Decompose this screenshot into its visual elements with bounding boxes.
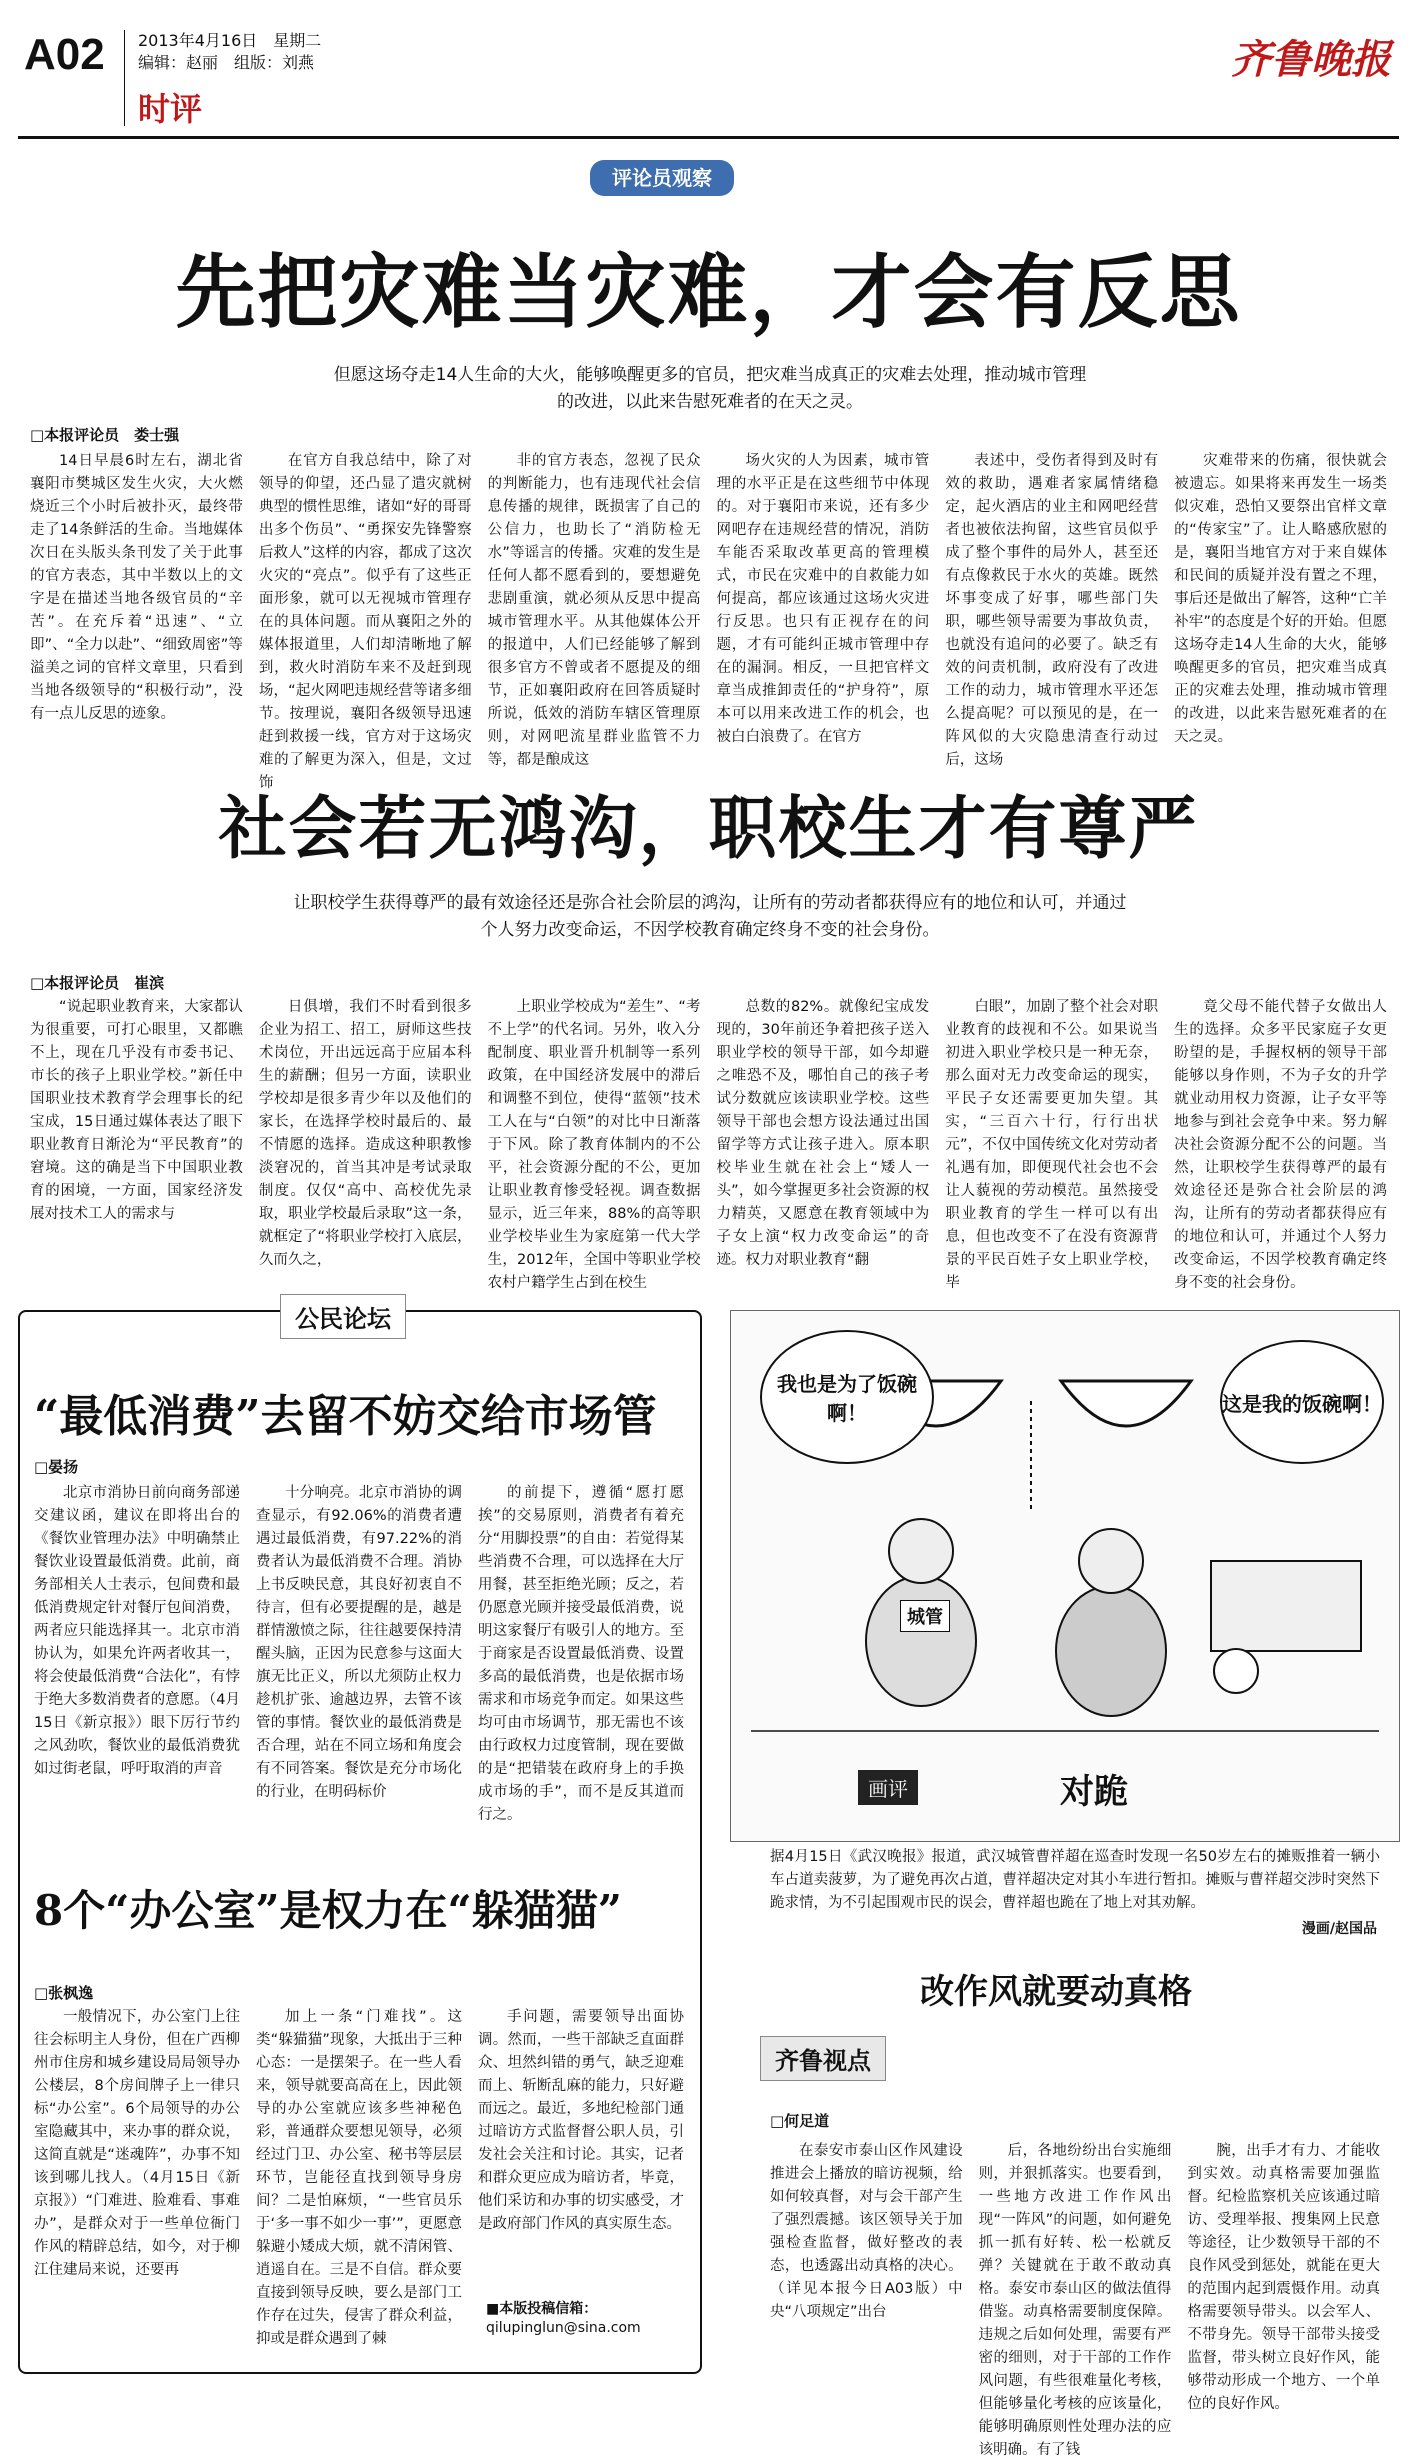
paragraph: 14日早晨6时左右，湖北省襄阳市樊城区发生火灾，大火燃烧近三个小时后被扑灭，最终带走了14条鲜活的生命。当地媒体次日在头版头条刊发了关于此事的官方表态，其中半数以上的文字是在描述当地各级官员的“辛苦”。在充斥着“迅速”、“立即”、“全力以赴”、“细致周密”等溢美之词的官样文章里，只看到当地各级领导的“积极行动”，没有一点儿反思的迹象。 [30,453,243,722]
paragraph: 十分响亮。北京市消协的调查显示，有92.06%的消费者遭遇过最低消费，有97.22%的消费者认为最低消费不合理。消协上书反映民意，其良好初衷自不待言，但有必要提醒的是，越是群情激愤之际，往往越要保持清醒头脑，正因为民意参与这面大旗无比正义，所以尤须防止权力趁机扩张、逾越边界，去管不该管的事情。餐饮业的最低消费是否合理，站在不同立场和角度会有不同答案。餐饮是充分市场化的行业，在明码标价 [256,1485,462,1800]
forum-byline-1: □晏扬 [34,1458,79,1476]
header-rule [18,136,1399,139]
column [1174,996,1387,1291]
tag-label: 评论员观察 [590,160,734,196]
header-divider [124,30,125,126]
forum-article-2-body [34,2006,684,2346]
column [487,450,701,768]
cartoon-caption: 据4月15日《武汉晚报》报道，武汉城管曹祥超在巡查时发现一名50岁左右的摊贩推着一辆小车占道卖菠萝，为了避免再次占道，曹祥超决定对其小车进行暂扣。摊贩与曹祥超交涉时突然下跪求情，为不引起围观市民的误会，曹祥超也跪在了地上对其劝解。 [770,1849,1380,1911]
byline-1: □本报评论员 娄士强 [30,426,180,444]
issue-date: 2013年4月16日 星期二 [138,31,322,50]
cartoon-title: 对跪 [1060,1772,1128,1812]
paragraph: 竟父母不能代替子女做出人生的选择。众多平民家庭子女更盼望的是，手握权柄的领导干部能够以身作则，不为子女的升学就业动用权力资源，让子女平等地参与到社会竞争中来。努力解决社会资源分配不公的问题。当然，让职校学生获得尊严的最有效途径还是弥合社会阶层的鸿沟，让所有的劳动者都获得应有的地位和认可，并通过个人努力改变命运，不因学校教育确定终身不变的社会身份。 [1174,999,1387,1291]
cartoon-label: 画评 [858,1770,918,1805]
paragraph: 场火灾的人为因素，城市管理的水平正是在这些细节中体现的。对于襄阳市来说，还有多少网吧存在违规经营的情况，消防车能否采取改革更高的管理模式，市民在灾难中的自救能力如何提高，都应该通过这场火灾进行反思。也只有正视存在的问题，才有可能纠正城市管理中存在的漏洞。相反，一旦把官样文章当成推卸责任的“护身符”，原本可以用来改进工作的机会，也被白白浪费了。在官方 [716,453,930,745]
cartoon-author: 漫画/赵国品 [1301,1921,1377,1937]
officer-badge: 城管 [900,1600,950,1632]
paragraph: 腕，出手才有力、才能收到实效。动真格需要加强监督。纪检监察机关应该通过暗访、受理举报、搜集网上民意等途径，让少数领导干部的不良作风受到惩处，就能在更大的范围内起到震慑作用。动真格需要领导带头。以会军人、不带身先。领导干部带头接受监督，带头树立良好作风，能够带动形成一个地方、一个单位的良好作风。 [1187,2143,1381,2412]
column [716,996,929,1266]
paragraph: 白眼”，加剧了整个社会对职业教育的歧视和不公。如果说当初进入职业学校只是一种无奈，那么面对无力改变命运的现实，平民子女还需要更加失望。其实，“三百六十行，行行出状元”，不仅中国传统文化对劳动者礼遇有加，即便现代社会也不会让人藐视的劳动模范。虽然接受职业教育的学生一样可以有出息，但也改变不了在没有资源背景的平民百姓子女上职业学校，毕 [945,999,1159,1291]
forum-headline-1: “最低消费”去留不妨交给市场管 [34,1391,657,1442]
column [478,2006,684,2346]
section-title: 时评 [138,90,203,128]
column [30,996,243,1266]
paragraph: 的前提下，遵循“愿打愿挨”的交易原则，消费者有着充分“用脚投票”的自由：若觉得某些消费不合理，可以选择在大厅用餐，甚至拒绝光顾；反之，若仍愿意光顾并接受最低消费，说明这家餐厅有吸引人的地方。至于商家是否设置最低消费、设置多高的最低消费，也是依据市场需求和市场竞争而定。如果这些均可由市场调节，那无需也不该由行政权力过度管制，现在要做的是“把错装在政府身上的手换成市场的手”，而不是反其道而行之。 [478,1485,684,1823]
view-headline: 改作风就要动真格 [920,1972,1192,2012]
vendor-figure [1056,1586,1166,1716]
paragraph: 在泰安市泰山区作风建设推进会上播放的暗访视频，给如何较真督，对与会干部产生了强烈震撼。该区领导关于加强检查监督，做好整改的表态，也透露出动真格的决心。（详见本报今日A03版）中央“八项规定”出台 [770,2143,963,2320]
column [34,2006,240,2346]
column [945,450,1159,768]
contribute-email[interactable]: qilupinglun@sina.com [486,2320,641,2336]
paragraph: 手问题，需要领导出面协调。然而，一些干部缺乏直面群众、坦然纠错的勇气，缺乏迎难而上、斩断乱麻的能力，只好避而远之。最近，多地纪检部门通过暗访方式监督督公职人员，引发社会关注和讨论。其实，记者和群众更应成为暗访者，毕竟，他们采访和办事的切实感受，才是政府部门作风的真实原生态。 [478,2009,684,2232]
paragraph: 非的官方表态，忽视了民众的判断能力，也有违现代社会信息传播的规律，既损害了自己的公信力，也助长了“消防检无水”等谣言的传播。灾难的发生是任何人都不愿看到的，要想避免悲剧重演，就必须从反思中提高城市管理水平。从其他媒体公开的报道中，人们已经能够了解到很多官方不曾或者不愿提及的细节，正如襄阳政府在回答质疑时所说，低效的消防车辖区管理原则，对网吧流星群业监管不力等，都是酿成这 [487,453,701,768]
column [487,996,701,1291]
paragraph: 后，各地纷纷出台实施细则，并狠抓落实。也要看到，一些地方改进工作作风出现“一阵风”的问题，如何避免抓一抓有好转、松一松就反弹？关键就在于敢不敢动真格。泰安市泰山区的做法值得借鉴。动真格需要制度保障。违规之后如何处理，需要有严密的细则，对于干部的工作作风问题，有些很难量化考核，但能够量化考核的应该量化，能够明确原则性处理办法的应该明确。有了钱 [978,2143,1172,2458]
column [256,1482,462,1842]
column [478,1482,684,1842]
column [1187,2140,1381,2412]
paragraph: 一般情况下，办公室门上往往会标明主人身份，但在广西柳州市住房和城乡建设局局领导办公楼层，8个房间牌子上一律只标“办公室”。6个局领导的办公室隐藏其中，来办事的群众说，这简直就是“迷魂阵”，办事不知该到哪儿找人。（4月15日《新京报》）“门难进、脸难看、事难办”，是群众对于一些单位衙门作风的精辟总结，如今，对于柳江住建局来说，还要再 [34,2009,240,2278]
officer-figure [866,1576,976,1706]
cart-wheel [1214,1649,1258,1693]
view-label: 齐鲁视点 [760,2036,886,2081]
article-tag [590,162,734,191]
paragraph: “说起职业教育来，大家都认为很重要，可打心眼里，又都瞧不上，现在几乎没有市委书记、市长的孩子上职业学校。”新任中国职业技术教育学会理事长的纪宝成，15日通过媒体表达了眼下职业教育日渐沦为“平民教育”的窘境。这的确是当下中国职业教育的困境，一方面，国家经济发展对技术工人的需求与 [30,999,243,1222]
right-speech-bubble: 这是我的饭碗啊！ [1220,1340,1384,1464]
view-byline: □何足道 [770,2112,830,2130]
right-bowl-icon [1061,1381,1191,1426]
byline-2: □本报评论员 崔滨 [30,974,165,992]
paragraph: 总数的82%。就像纪宝成发现的，30年前还争着把孩子送入职业学校的领导干部，如今却避之唯恐不及，哪怕自己的孩子考试分数就应该读职业学校。这些领导干部也会想方设法通过出国留学等方式让孩子进入。原本职校毕业生就在社会上“矮人一头”，如今掌握更多社会资源的权力精英，又愿意在教育领域中为子女上演“权力改变命运”的奇迹。权力对职业教育“翻 [716,999,930,1268]
forum-headline-2: 8个“办公室”是权力在“躲猫猫” [34,1886,622,1935]
column [30,450,243,750]
headline-2: 社会若无鸿沟，职校生才有尊严 [218,789,1199,869]
lead-2: 让职校学生获得尊严的最有效途径还是弥合社会阶层的鸿沟，让所有的劳动者都获得应有的地位和认可，并通过个人努力改变命运，不因学校教育确定终身不变的社会身份。 [293,893,1127,940]
paragraph: 在官方自我总结中，除了对领导的仰望，还凸显了遣灾就树典型的惯性思维，诸如“好的哥哥出多个伤员”、“勇探安先锋警察后救人”这样的内容，都成了这次火灾的“亮点”。似乎有了这些正面形象，就可以无视城市管理存在的具体问题。而从襄阳之外的媒体报道里，人们却清晰地了解到，救火时消防车来不及赶到现场，“起火网吧违规经营等诸多细节。按理说，襄阳各级领导迅速赶到救援一线，官方对于这场灾难的了解更为深入，但是，文过饰 [258,453,472,791]
column [945,996,1159,1291]
paragraph: 灾难带来的伤痛，很快就会被遗忘。如果将来再发生一场类似灾难，恐怕又要祭出官样文章的“传家宝”了。让人略感欣慰的是，襄阳当地官方对于来自媒体和民间的质疑并没有置之不理，事后还是做出了解答，这种“亡羊补牢”的态度是个好的开始。但愿这场夺走14人生命的大火，能够唤醒更多的官员，把灾难当成真正的灾难去处理，推动城市管理的改进，以此来告慰死难者的在天之灵。 [1174,453,1387,745]
forum-byline-2: □张枫逸 [34,1984,94,2002]
issue-meta [138,30,321,74]
vendor-head [1079,1529,1143,1593]
vendor-cart [1211,1561,1361,1651]
headline-1: 先把灾难当灾难，才会有反思 [175,245,1242,339]
contribute-title: ■本版投稿信箱： [486,2301,598,2317]
column [978,2140,1172,2458]
column [770,2140,963,2370]
officer-head [889,1519,953,1583]
column [716,450,929,750]
masthead-logo: 齐鲁晚报 [1231,36,1391,83]
paragraph: 上职业学校成为“差生”、“考不上学”的代名词。另外，收入分配制度、职业晋升机制等一系列政策，在中国经济发展中的滞后和调整不到位，使得“蓝领”技术工人在与“白领”的对比中日渐落于下风。除了教育体制内的不公平，社会资源分配的不公，更加让职业教育惨受轻视。调查数据显示，近三年来，88%的高等职业学校毕业生为家庭第一代大学生，2012年，全国中等职业学校农村户籍学生占到在校生 [487,999,701,1291]
forum-label: 公民论坛 [280,1294,406,1339]
column [258,450,472,791]
paragraph: 加上一条“门难找”。这类“躲猫猫”现象，大抵出于三种心态：一是摆架子。在一些人看来，领导就要高高在上，因此领导的办公室就应该多些神秘色彩，普通群众要想见领导，必须经过门卫、办公室、秘书等层层环节，岂能径直找到领导身房间？二是怕麻烦，“一些官员乐于‘多一事不如少一事’”，更愿意躲避小矮成大烦，就不清闲管、逍遥自在。三是不自信。群众要直接到领导反映，要么是部门工作存在过失，侵害了群众利益，抑或是群众遇到了棘 [256,2009,462,2347]
view-article-body [770,2140,1381,2458]
lead-1: 但愿这场夺走14人生命的大火，能够唤醒更多的官员，把灾难当成真正的灾难去处理，推动城市管理的改进，以此来告慰死难者的在天之灵。 [333,365,1087,412]
column [259,996,472,1266]
page-number: A02 [24,30,105,79]
column [256,2006,462,2346]
paragraph: 日俱增，我们不时看到很多企业为招工、招工，厨师这些技术岗位，开出远远高于应届本科生的薪酬；但另一方面，读职业学校却是很多青少年以及他们的家长，在选择学校时最后的、最不情愿的选择。造成这种职教惨淡窘况的，首当其冲是考试录取制度。仅仅“高中、高校优先录取，职业学校最后录取”这一条，就框定了“将职业学校打入底层，久而久之， [258,999,472,1268]
paragraph: 北京市消协日前向商务部递交建议函，建议在即将出台的《餐饮业管理办法》中明确禁止餐饮业设置最低消费。此前，商务部相关人士表示，包间费和最低消费规定针对餐厅包间消费，两者应只能选择其一。北京市消协认为，如果允许两者收其一，将会使最低消费“合法化”，有悖于绝大多数消费者的意愿。（4月15日《新京报》）眼下厉行节约之风劲吹，餐饮业的最低消费犹如过街老鼠，呼吁取消的声音 [34,1485,240,1777]
paragraph: 表述中，受伤者得到及时有效的救助，遇难者家属情绪稳定，起火酒店的业主和网吧经营者也被依法拘留，这些官员似乎成了整个事件的局外人，甚至还有点像救民于水火的英雄。既然坏事变成了好事，哪些部门失职，哪些领导需要为事故负责，也就没有追问的必要了。缺乏有效的问责机制，政府没有了改进工作的动力，城市管理水平还怎么提高呢？可以预见的是，在一阵风似的大灾隐患清查行动过后，这场 [945,453,1159,768]
article-2-body [30,996,1387,1291]
article-1-body [30,450,1387,791]
column [1174,450,1387,750]
left-speech-bubble: 我也是为了饭碗啊！ [760,1330,934,1464]
forum-article-1-body [34,1482,684,1842]
column [34,1482,240,1842]
issue-editors: 编辑：赵丽 组版：刘燕 [138,53,315,72]
